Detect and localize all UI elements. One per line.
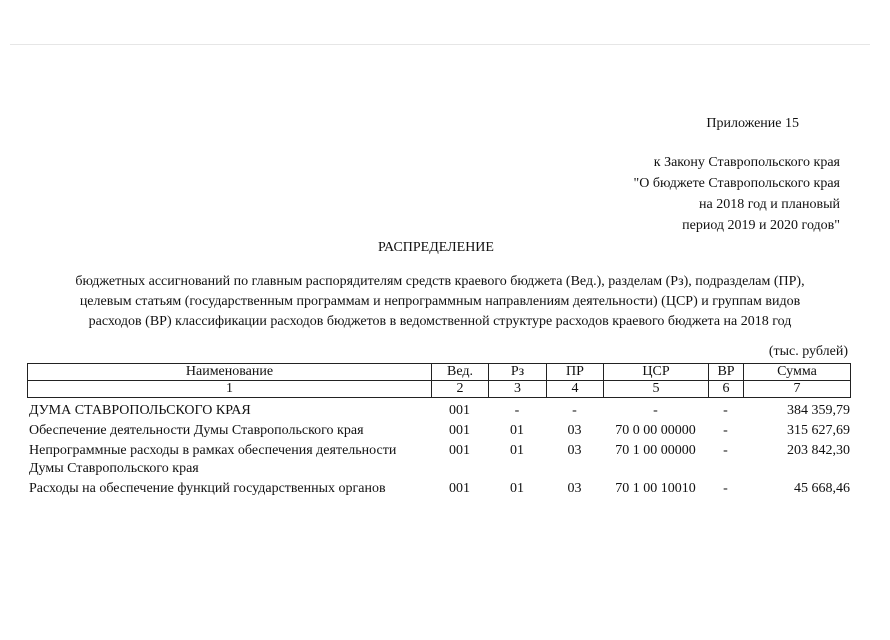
header-csr: ЦСР	[604, 364, 709, 381]
row-rz: 01	[510, 481, 524, 496]
header-sum: Сумма	[744, 364, 851, 381]
row-name: Обеспечение деятельности Думы Ставропольского края	[29, 423, 364, 438]
row-vr: -	[723, 403, 728, 418]
header-rz: Рз	[489, 364, 547, 381]
row-csr: 70 1 00 10010	[615, 481, 696, 496]
units-label: (тыс. рублей)	[768, 344, 848, 359]
description-line: бюджетных ассигнований по главным распорядителям средств краевого бюджета (Вед.), разделам (Рз), подразделам (ПР),	[75, 274, 805, 289]
row-name: Расходы на обеспечение функций государственных органов	[29, 481, 386, 496]
row-csr: 70 1 00 00000	[615, 443, 696, 458]
header-pr: ПР	[547, 364, 604, 381]
law-line: "О бюджете Ставропольского края	[633, 176, 840, 191]
column-number: 4	[547, 381, 604, 398]
row-name: ДУМА СТАВРОПОЛЬСКОГО КРАЯ	[29, 403, 251, 418]
document-title: РАСПРЕДЕЛЕНИЕ	[378, 240, 494, 255]
row-vr: -	[723, 443, 728, 458]
row-csr: -	[653, 403, 658, 418]
scan-artifact-line	[10, 44, 870, 45]
row-sum: 315 627,69	[787, 423, 850, 438]
column-number: 5	[604, 381, 709, 398]
row-ved: 001	[449, 481, 470, 496]
law-reference	[634, 152, 840, 236]
row-pr: -	[572, 403, 577, 418]
header-name: Наименование	[28, 364, 432, 381]
budget-table	[27, 402, 850, 500]
row-sum: 203 842,30	[787, 443, 850, 458]
column-number: 6	[709, 381, 744, 398]
column-number-row	[28, 381, 851, 398]
row-vr: -	[723, 481, 728, 496]
law-line: к Закону Ставропольского края	[653, 155, 840, 170]
header-ved: Вед.	[432, 364, 489, 381]
description-line: расходов (ВР) классификации расходов бюджетов в ведомственной структуре расходов краевого бюджета на 2018 год	[88, 314, 792, 329]
row-ved: 001	[449, 403, 470, 418]
row-ved: 001	[449, 443, 470, 458]
row-name: Непрограммные расходы в рамках обеспечения деятельности Думы Ставропольского края	[29, 443, 397, 476]
table-row	[27, 480, 850, 500]
column-number: 7	[744, 381, 851, 398]
row-pr: 03	[567, 481, 582, 496]
law-line: на 2018 год и плановый	[698, 197, 840, 212]
table-row	[27, 422, 850, 442]
header-vr: ВР	[709, 364, 744, 381]
row-sum: 45 668,46	[794, 481, 850, 496]
row-csr: 70 0 00 00000	[615, 423, 696, 438]
table-row	[27, 442, 850, 480]
document-description	[20, 272, 860, 332]
row-vr: -	[723, 423, 728, 438]
column-number: 3	[489, 381, 547, 398]
column-number: 1	[28, 381, 432, 398]
row-pr: 03	[567, 443, 582, 458]
description-line: целевым статьям (государственным программам и непрограммным направлениям деятельности) (ЦСР) и группам видов	[79, 294, 801, 309]
table-row	[27, 402, 850, 422]
appendix-label: Приложение 15	[706, 116, 799, 131]
column-number: 2	[432, 381, 489, 398]
row-sum: 384 359,79	[787, 403, 850, 418]
row-ved: 001	[449, 423, 470, 438]
row-rz: -	[514, 403, 520, 418]
law-line: период 2019 и 2020 годов"	[682, 218, 840, 233]
row-pr: 03	[567, 423, 582, 438]
row-rz: 01	[510, 423, 524, 438]
table-header-grid	[27, 363, 851, 398]
row-rz: 01	[510, 443, 524, 458]
header-row	[28, 364, 851, 381]
